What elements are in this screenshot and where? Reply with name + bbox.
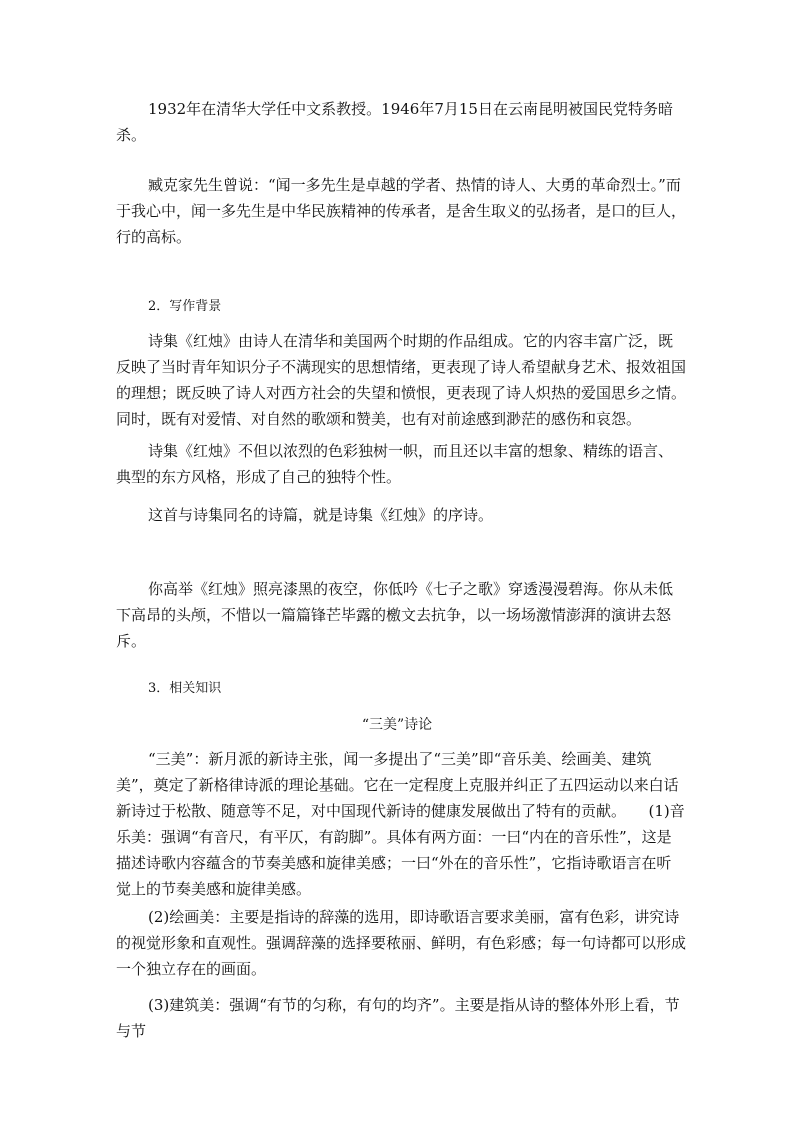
section-heading-related-knowledge: 3．相关知识 (148, 681, 222, 696)
intro-paragraph-1: 1932年在清华大学任中文系教授。1946年7月15日在云南昆明被国民党特务暗杀。 (116, 100, 673, 144)
knowledge-paragraph-2: (2)绘画美：主要是指诗的辞藻的选用，即诗歌语言要求美丽，富有色彩，讲究诗的视觉形象和直观性。强调辞藻的选择要秾丽、鲜明，有色彩感；每一句诗都可以形成一个独立存在的画面。 (116, 908, 687, 978)
background-paragraph-2: 诗集《红烛》不但以浓烈的色彩独树一帜，而且还以丰富的想象、精练的语言、典型的东方风格，形成了自己的独特个性。 (116, 442, 674, 486)
knowledge-paragraph-3: (3)建筑美：强调“有节的匀称，有句的均齐”。主要是指从诗的整体外形上看，节与节 (116, 996, 680, 1040)
background-paragraph-4: 你高举《红烛》照亮漆黑的夜空，你低吟《七子之歌》穿透漫漫碧海。你从未低下高昂的头颅，不惜以一篇篇锋芒毕露的檄文去抗争，以一场场激情澎湃的演讲去怒斥。 (116, 580, 674, 650)
knowledge-paragraph-1: “三美”：新月派的新诗主张，闻一多提出了“三美”即“音乐美、绘画美、建筑美”，奠定了新格律诗派的理论基础。它在一定程度上克服并纠正了五四运动以来白话新诗过于松散、随意等不足，对中国现代新诗的健康发展做出了特有的贡献。 (1)音乐美：强调“有音尺，有平仄，有韵脚”。具体有两方面：一曰“内在的音乐性”，这是描述诗歌内容蕴含的节奏美感和旋律美感；一曰“外在的音乐性”，它指诗歌语言在听觉上的节奏美感和旋律美感。 (116, 750, 685, 898)
intro-paragraph-2: 臧克家先生曾说：“闻一多先生是卓越的学者、热情的诗人、大勇的革命烈士。”而于我心中，闻一多先生是中华民族精神的传承者，是舍生取义的弘扬者，是口的巨人，行的高标。 (116, 176, 687, 246)
section-heading-writing-background: 2．写作背景 (148, 299, 222, 314)
background-paragraph-3: 这首与诗集同名的诗篇，就是诗集《红烛》的序诗。 (148, 506, 494, 524)
background-paragraph-1: 诗集《红烛》由诗人在清华和美国两个时期的作品组成。它的内容丰富广泛，既反映了当时青年知识分子不满现实的思想情绪，更表现了诗人希望献身艺术、报效祖国的理想；既反映了诗人对西方社会的失望和愤恨，更表现了诗人炽热的爱国思乡之情。同时，既有对爱情、对自然的歌颂和赞美，也有对前途感到渺茫的感伤和哀怨。 (116, 332, 687, 428)
three-beauties-title: “三美”诗论 (361, 717, 433, 733)
